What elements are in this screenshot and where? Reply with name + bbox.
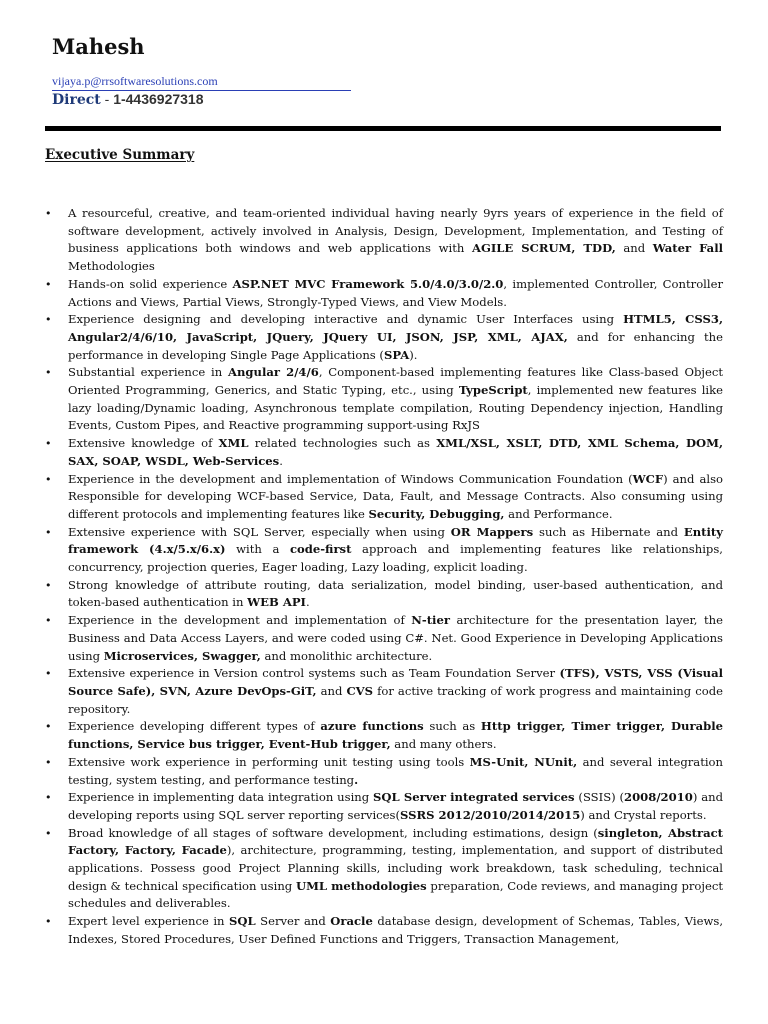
bullet-text: related technologies such as [248, 436, 437, 451]
bullet-text: . [305, 595, 310, 610]
header-divider [45, 126, 721, 131]
bullet-bold-text: CVS [346, 683, 374, 698]
bullet-text: preparation, Code reviews, and managing project schedules and deliverables. [68, 878, 724, 911]
bullet-bold-text: Http trigger, Timer trigger, Durable functions, Service bus trigger, Event-Hub trigger, [68, 719, 723, 752]
bullet-text: and monolithic architecture. [260, 648, 433, 663]
bullet-bold-text: SQL [229, 914, 256, 929]
bullet-text: Strong knowledge of attribute routing, data serialization, model binding, user-based authentication, and token-based authentication in [68, 577, 723, 610]
summary-bullet [45, 311, 723, 364]
phone-number: 1-4436927318 [113, 91, 204, 107]
bullet-bold-text: Security, Debugging, [368, 506, 505, 521]
bullet-bold-text: WEB API [247, 595, 306, 610]
bullet-bold-text: . [354, 772, 359, 787]
bullet-text: with a [225, 542, 290, 557]
summary-bullet [45, 913, 723, 948]
bullet-text: Substantial experience in [68, 365, 228, 380]
bullet-text: Broad knowledge of all stages of software development, including estimations, design ( [68, 825, 598, 840]
bullet-text: A resourceful, creative, and team-oriented individual having nearly 9yrs years of experience in the field of software development, actively involved in Analysis, Design, Development, Implementation, and Testing of business applications both windows and web applications with [68, 206, 723, 256]
summary-bullet [45, 205, 723, 276]
direct-phone-line [52, 91, 204, 108]
bullet-text: Server and [255, 914, 331, 929]
bullet-text: , implemented Controller, Controller Actions and Views, Partial Views, Strongly-Typed Views, and View Models. [68, 276, 724, 309]
bullet-text: , implemented new features like lazy loading/Dynamic loading, Asynchronous template compilation, Routing Dependency injection, Handling Events, Custom Pipes, and Reactive programming support-using RxJS [68, 383, 723, 433]
bullet-bold-text: SQL Server integrated services [373, 790, 575, 805]
bullet-text: ). [409, 347, 418, 362]
bullet-bold-text: TypeScript [458, 383, 528, 398]
bullet-text: ), architecture, programming, testing, implementation, and support of distributed applications. Possess good Project Planning skills, including work breakdown, task scheduling, technical design & technical specification using [68, 843, 723, 893]
summary-bullet [45, 789, 723, 824]
bullet-bold-text: Oracle [330, 914, 373, 929]
bullet-bold-text: ASP.NET MVC Framework 5.0/4.0/3.0/2.0 [232, 276, 504, 291]
bullet-bold-text: OR Mappers [450, 524, 534, 539]
summary-bullet [45, 825, 723, 914]
bullet-text: Experience designing and developing interactive and dynamic User Interfaces using [68, 312, 624, 327]
bullet-text: such as Hibernate and [533, 524, 684, 539]
bullet-text: Extensive knowledge of [68, 436, 219, 451]
candidate-name: Mahesh [52, 34, 145, 59]
bullet-text: and [316, 683, 347, 698]
summary-bullet [45, 718, 723, 753]
bullet-bold-text: Entity framework (4.x/5.x/6.x) [68, 524, 723, 557]
bullet-text: and several integration testing, system testing, and performance testing [68, 754, 724, 787]
bullet-text: architecture for the presentation layer, the Business and Data Access Layers, and were coded using C#. Net. Good Experience in Developing Applications using [68, 613, 723, 663]
bullet-text: Extensive work experience in performing unit testing using tools [68, 754, 470, 769]
bullet-text: approach and implementing features like relationships, concurrency, projection queries, Eager loading, Lazy loading, explicit loading. [68, 542, 723, 575]
direct-label: Direct [52, 92, 101, 108]
bullet-text: such as [423, 719, 481, 734]
bullet-text: , Component-based implementing features like Class-based Object Oriented Programming, Generics, and Static Typing, etc., using [68, 365, 723, 398]
bullet-text: Expert level experience in [68, 914, 230, 929]
bullet-bold-text: XML [218, 436, 249, 451]
bullet-text: Extensive experience in Version control systems such as Team Foundation Server [68, 666, 560, 681]
bullet-text: Hands-on solid experience [68, 276, 233, 291]
bullet-text: and Performance. [504, 506, 613, 521]
summary-bullet [45, 612, 723, 665]
bullet-bold-text: SPA [383, 347, 410, 362]
bullet-text: ) and also Responsible for developing WCF-based Service, Data, Fault, and Message Contracts. Also consuming using different protocols and implementing features like [68, 471, 724, 521]
bullet-text: and [615, 241, 653, 256]
bullet-text: Extensive experience with SQL Server, especially when using [68, 524, 451, 539]
bullet-bold-text: HTML5, CSS3, Angular2/4/6/10, JavaScript, JQuery, JQuery UI, JSON, JSP, XML, AJAX, [68, 312, 723, 344]
summary-bullet [45, 435, 723, 470]
bullet-bold-text: AGILE SCRUM, TDD, [471, 241, 616, 256]
summary-bullet-list [45, 205, 723, 949]
bullet-bold-text: MS-Unit, NUnit, [469, 754, 578, 769]
bullet-text: and for enhancing the performance in developing Single Page Applications ( [68, 329, 724, 362]
bullet-bold-text: code-first [289, 542, 352, 557]
bullet-text: (SSIS) ( [574, 790, 625, 805]
bullet-text: Experience in the development and implementation of [68, 613, 412, 628]
bullet-text: Methodologies [68, 259, 155, 274]
summary-bullet [45, 754, 723, 789]
direct-separator: - [100, 91, 114, 107]
bullet-bold-text: SSRS 2012/2010/2014/2015 [399, 807, 581, 822]
bullet-bold-text: XML/XSL, XSLT, DTD, XML Schema, DOM, SAX, SOAP, WSDL, Web-Services [68, 436, 723, 468]
bullet-text: Experience in implementing data integration using [68, 790, 374, 805]
bullet-text: ) and developing reports using SQL server reporting services( [68, 790, 723, 822]
bullet-bold-text: UML methodologies [295, 878, 427, 893]
bullet-bold-text: 2008/2010 [624, 790, 693, 805]
summary-bullet [45, 364, 723, 435]
bullet-bold-text: (TFS), VSTS, VSS (Visual Source Safe), SVN, Azure DevOps-GiT, [68, 666, 723, 698]
summary-bullet [45, 577, 723, 612]
bullet-bold-text: Water Fall [652, 241, 724, 256]
bullet-text: and many others. [390, 737, 497, 752]
bullet-text: ) and Crystal reports. [580, 807, 707, 822]
bullet-text: Experience developing different types of [68, 719, 321, 734]
bullet-text: for active tracking of work progress and maintaining code repository. [68, 683, 723, 716]
email-link[interactable]: vijaya.p@rrsoftwaresolutions.com [52, 74, 351, 91]
section-title-executive-summary: Executive Summary [45, 147, 195, 163]
bullet-bold-text: Angular 2/4/6 [228, 365, 319, 380]
summary-bullet [45, 471, 723, 524]
bullet-bold-text: N-tier [411, 613, 450, 628]
summary-bullet [45, 524, 723, 577]
bullet-bold-text: singleton, Abstract Factory, Factory, Facade [68, 825, 724, 858]
summary-bullet [45, 276, 723, 311]
summary-bullet [45, 665, 723, 718]
bullet-text: Experience in the development and implementation of Windows Communication Foundation ( [68, 471, 633, 486]
bullet-bold-text: azure functions [320, 719, 424, 734]
bullet-text: database design, development of Schemas, Tables, Views, Indexes, Stored Procedures, User Defined Functions and Triggers, Transaction Management, [68, 914, 724, 946]
bullet-bold-text: WCF [632, 471, 664, 486]
bullet-bold-text: Microservices, Swagger, [103, 648, 261, 663]
bullet-text: . [279, 453, 283, 468]
